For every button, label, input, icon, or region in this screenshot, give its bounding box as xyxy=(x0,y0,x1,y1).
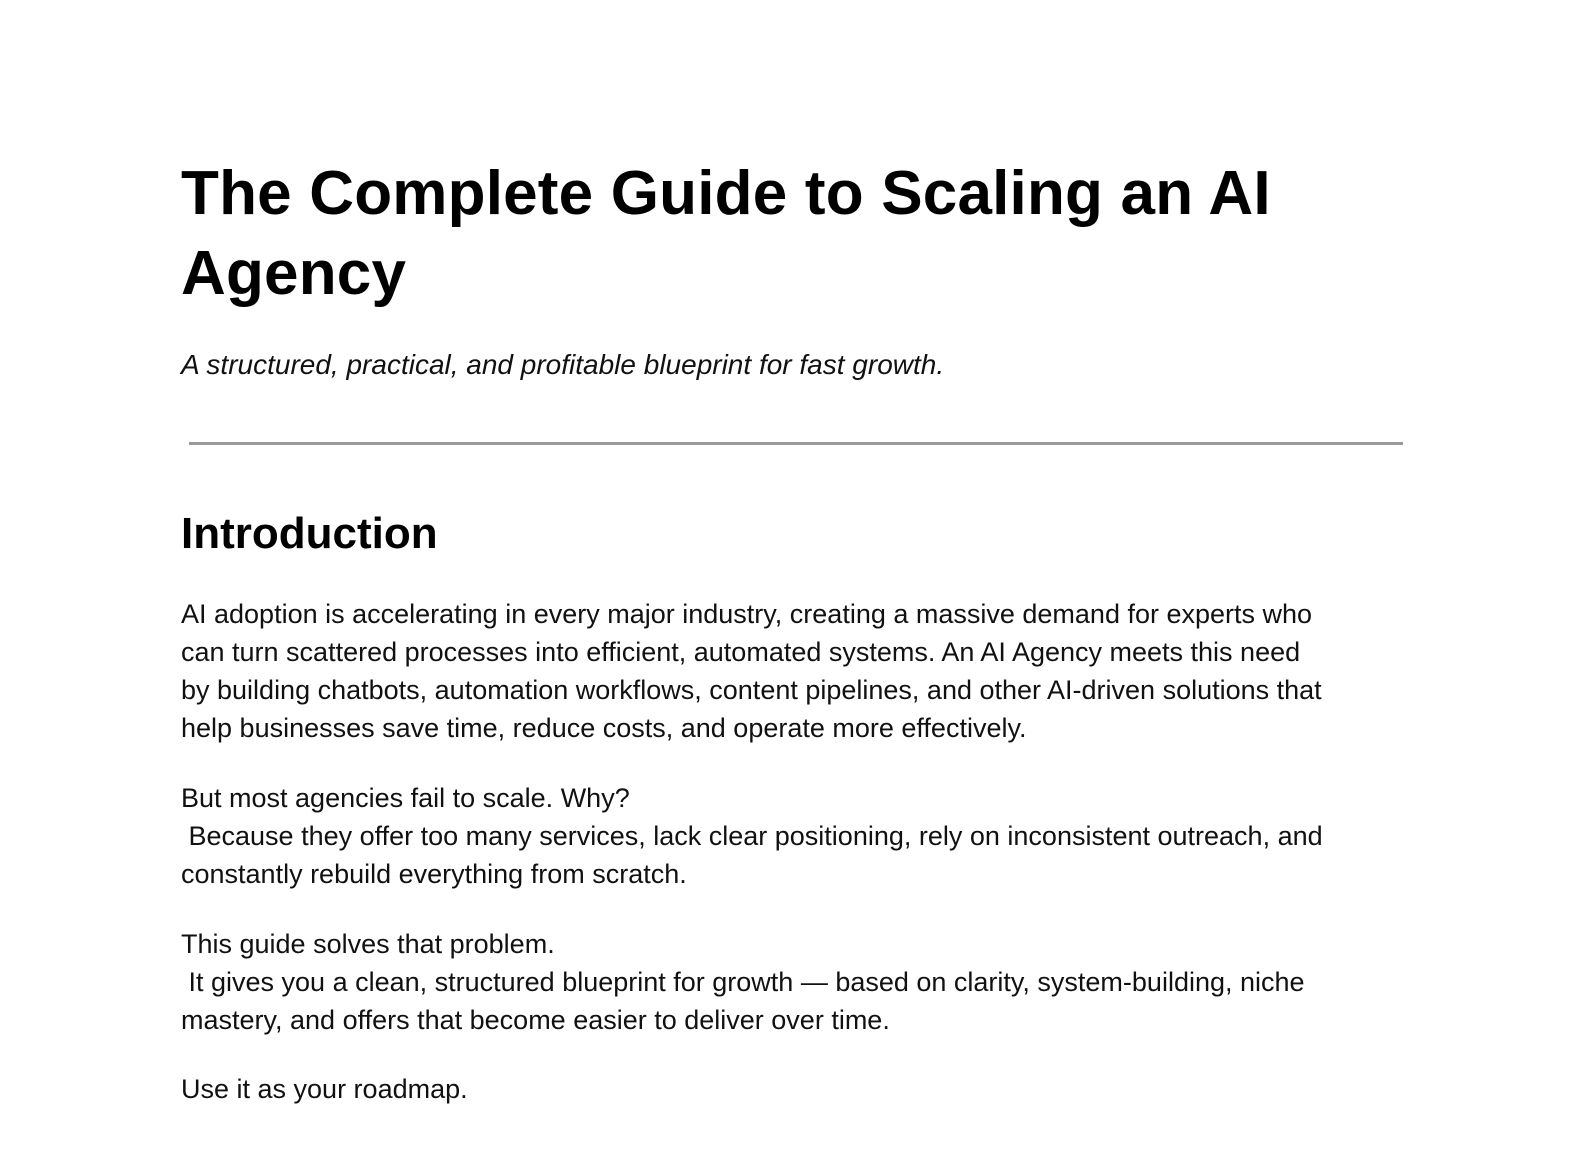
document-title-line-1: The Complete Guide to Scaling an AI xyxy=(181,159,1271,228)
horizontal-divider xyxy=(189,442,1403,445)
paragraph-line: by building chatbots, automation workflows, content pipelines, and other AI-driven solutions that xyxy=(181,675,1322,705)
document-title-line-2: Agency xyxy=(181,239,407,308)
intro-paragraph-4 xyxy=(181,1070,1411,1108)
paragraph-line: AI adoption is accelerating in every major industry, creating a massive demand for experts who xyxy=(181,599,1313,629)
paragraph-line: This guide solves that problem. xyxy=(181,929,555,959)
paragraph-line: Because they offer too many services, lack clear positioning, rely on inconsistent outreach, and xyxy=(181,821,1323,851)
document-title xyxy=(181,154,1411,314)
intro-paragraph-1 xyxy=(181,595,1411,747)
paragraph-line: But most agencies fail to scale. Why? xyxy=(181,783,630,813)
paragraph-line: Use it as your roadmap. xyxy=(181,1074,468,1104)
paragraph-line: can turn scattered processes into efficient, automated systems. An AI Agency meets this need xyxy=(181,637,1301,667)
paragraph-line: help businesses save time, reduce costs, and operate more effectively. xyxy=(181,713,1027,743)
paragraph-line: constantly rebuild everything from scratch. xyxy=(181,859,687,889)
intro-paragraph-2 xyxy=(181,779,1411,893)
intro-paragraph-3 xyxy=(181,925,1411,1039)
paragraph-line: It gives you a clean, structured blueprint for growth — based on clarity, system-building, niche xyxy=(181,967,1305,997)
document-subtitle: A structured, practical, and profitable blueprint for fast growth. xyxy=(181,349,945,380)
section-heading-introduction: Introduction xyxy=(181,509,438,558)
paragraph-line: mastery, and offers that become easier to deliver over time. xyxy=(181,1005,890,1035)
